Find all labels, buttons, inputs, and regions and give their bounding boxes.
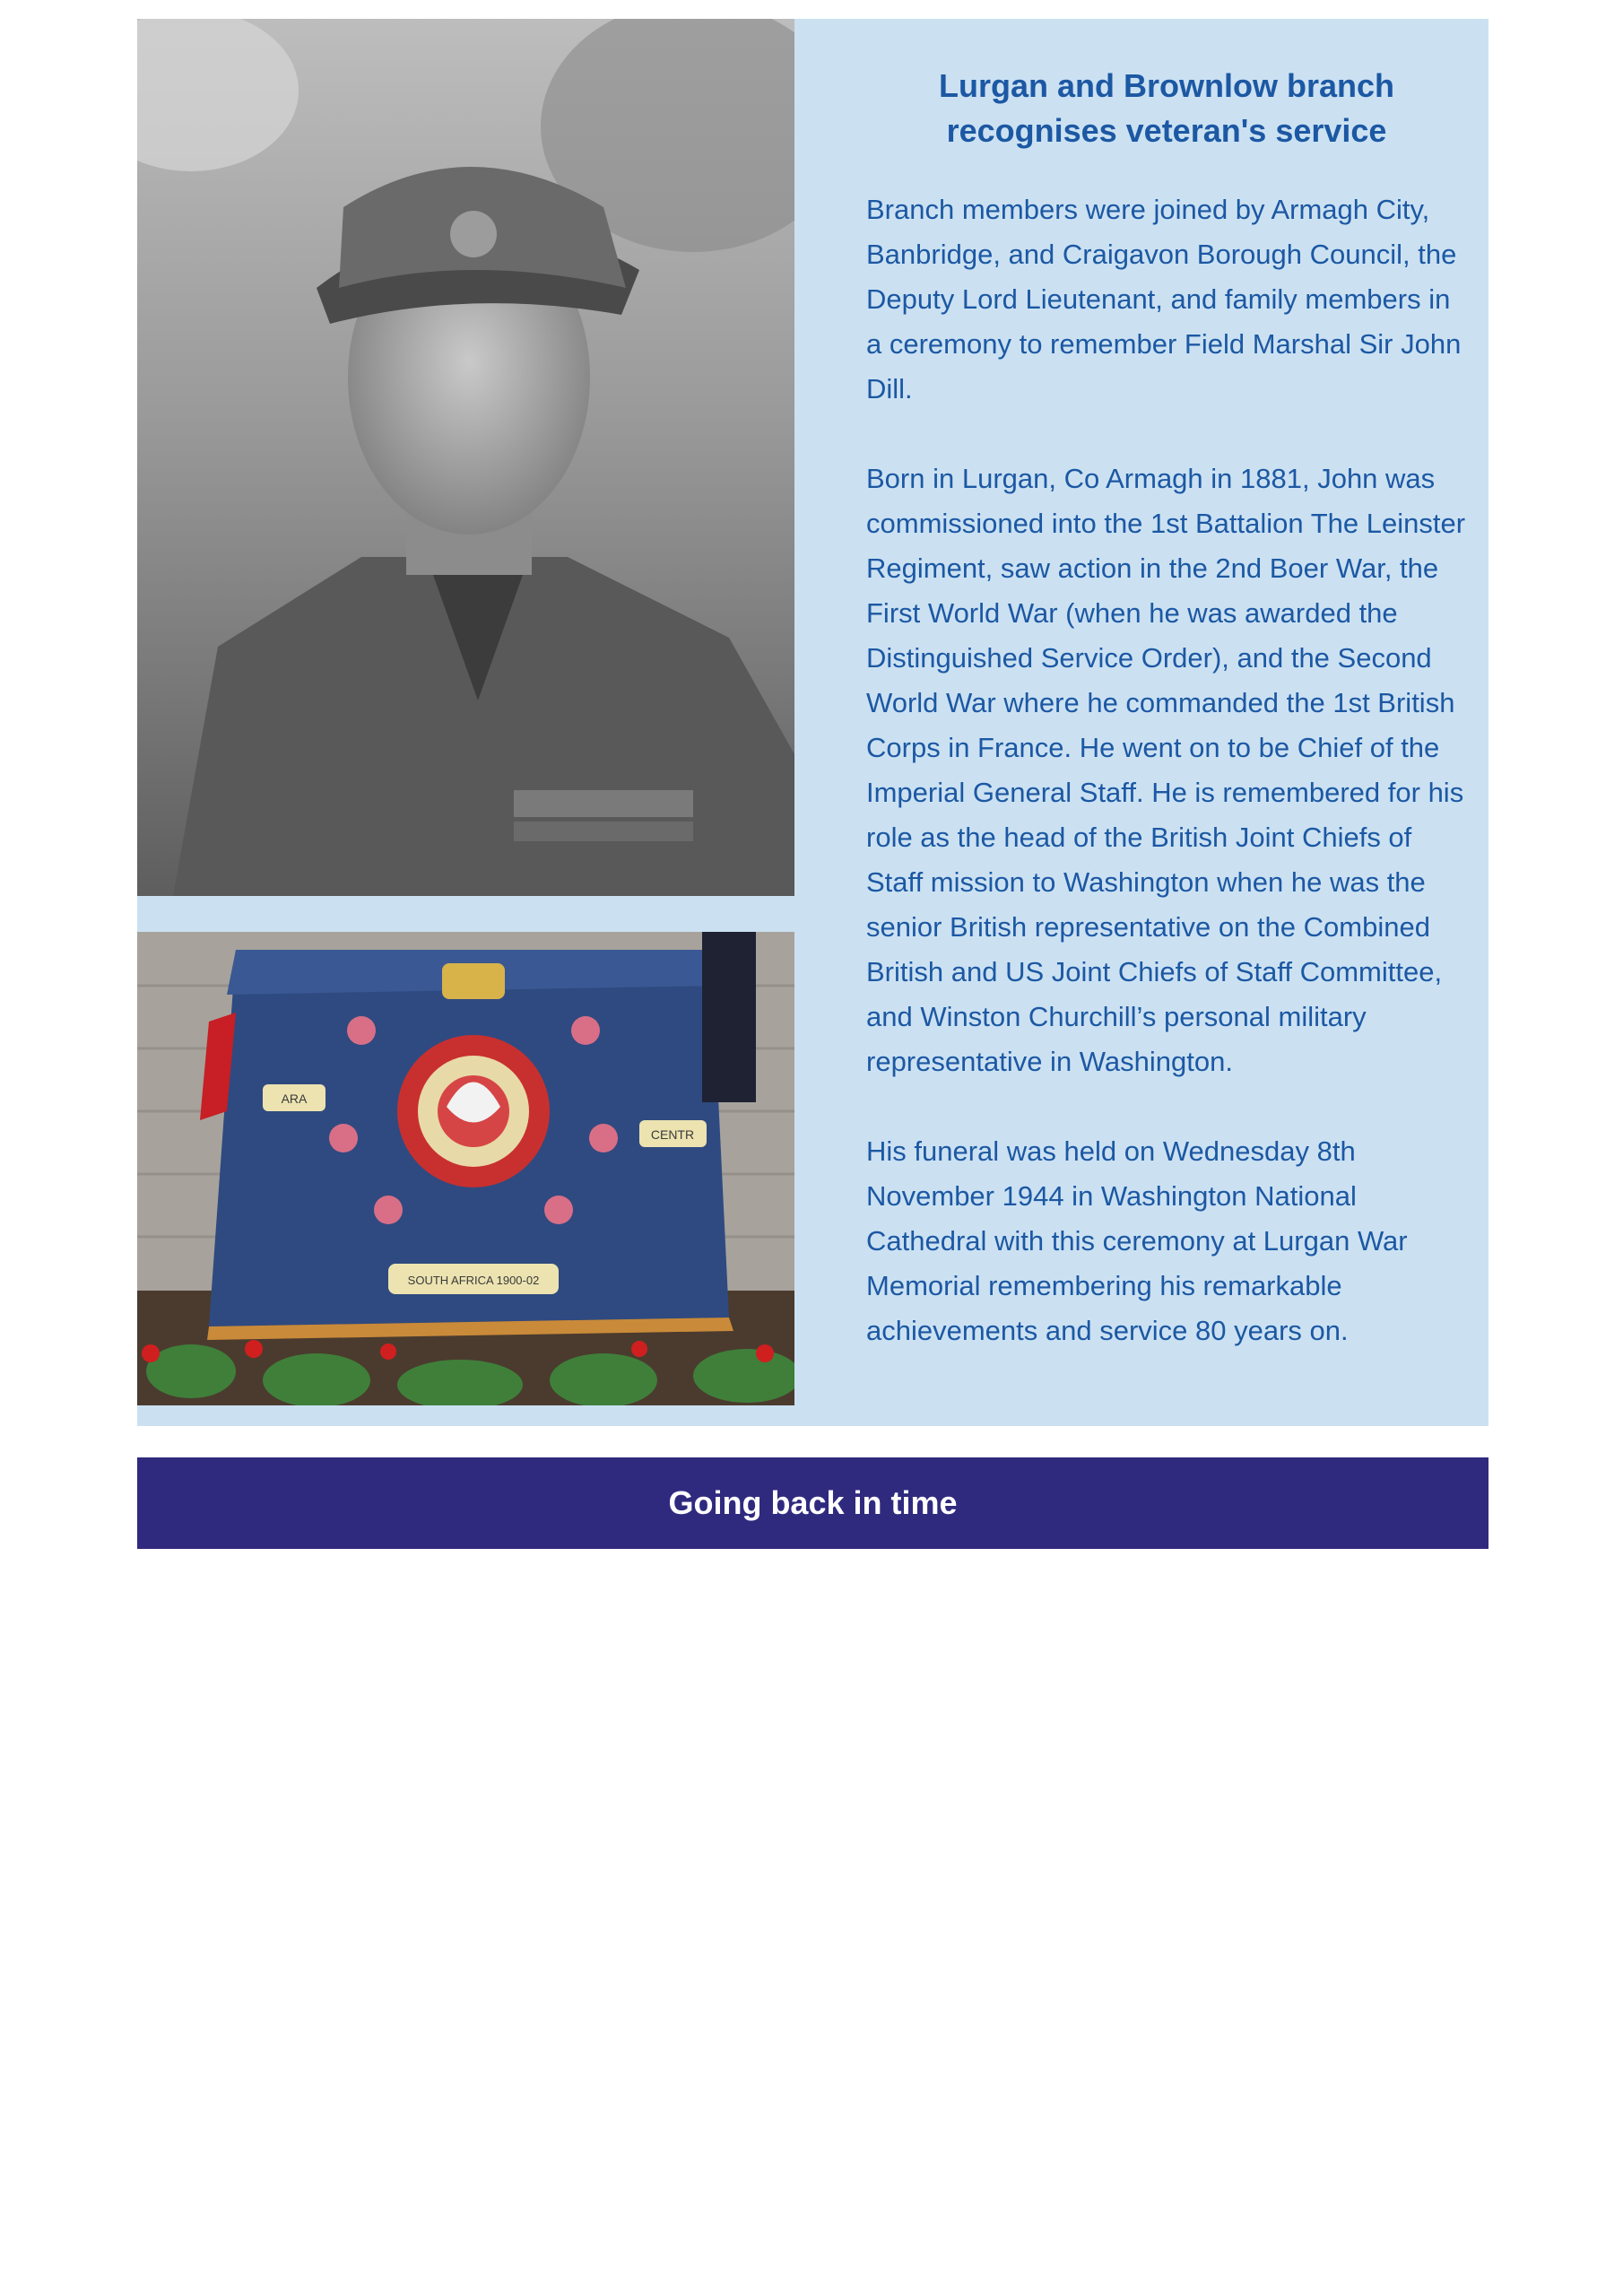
article-text-column (866, 64, 1467, 1353)
banner-scroll-bottom: SOUTH AFRICA 1900-02 (407, 1274, 540, 1287)
article-title: Lurgan and Brownlow branch recognises veteran's service (938, 67, 1394, 149)
article-paragraph-1: Branch members were joined by Armagh City, Banbridge, and Craigavon Borough Council, the Deputy Lord Lieutenant, and family members in a ceremony to remember Field Marshal Sir John Dill. (866, 194, 1462, 404)
article-paragraph-2: Born in Lurgan, Co Armagh in 1881, John was commissioned into the 1st Battalion The Leinster Regiment, saw action in the 2nd Boer War, the First World War (when he was awarded the Distinguished Service Order), and the Second World War where he commanded the 1st British Corps in France. He went on to be Chief of the Imperial General Staff. He is remembered for his role as the head of the British Joint Chiefs of Staff mission to Washington when he was the senior British representative on the Combined British and US Joint Chiefs of Staff Committee, and Winston Churchill’s personal military representative in Washington. (866, 463, 1466, 1077)
banner-scroll-right: CENTR (650, 1127, 695, 1142)
section-header-bar (137, 1457, 1488, 1549)
portrait-illustration (137, 19, 794, 896)
section-title: Going back in time (668, 1484, 958, 1521)
banner-photo (137, 932, 794, 1405)
article-paragraph-3: His funeral was held on Wednesday 8th November 1944 in Washington National Cathedral with this ceremony at Lurgan War Memorial remembering his remarkable achievements and service 80 years on. (866, 1135, 1408, 1346)
banner-scroll-left: ARA (281, 1091, 308, 1106)
banner-illustration (137, 932, 794, 1405)
article-panel (137, 19, 1488, 1426)
portrait-photo (137, 19, 794, 896)
